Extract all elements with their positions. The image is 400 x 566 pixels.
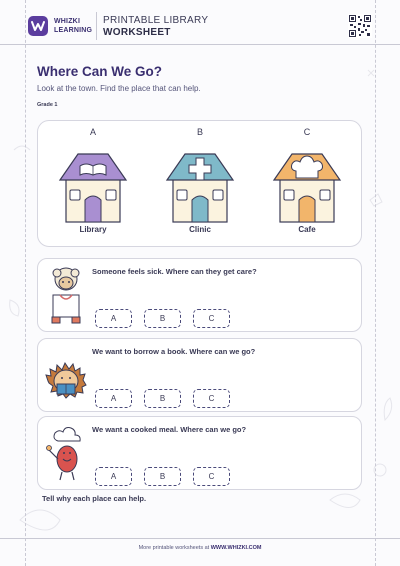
answer-options: [95, 389, 255, 409]
question-card-1: [37, 258, 362, 332]
option-c[interactable]: C: [193, 467, 230, 486]
question-text: We want a cooked meal. Where can we go?: [92, 425, 247, 434]
footer-prefix: More printable worksheets at: [138, 545, 211, 551]
qr-code-icon: [348, 14, 372, 38]
brand-top: WHIZKI: [54, 18, 81, 25]
header-line2: WORKSHEET: [103, 27, 171, 38]
town-panel: [37, 120, 362, 247]
instructions: Look at the town. Find the place that can help.: [37, 84, 201, 93]
clinic-building-icon: [165, 144, 235, 224]
option-b[interactable]: B: [144, 467, 181, 486]
chef-critter-icon: [44, 423, 88, 485]
place-name: Library: [79, 225, 107, 234]
footer-text: [0, 545, 400, 551]
place-letter: A: [89, 127, 96, 137]
option-c[interactable]: C: [193, 309, 230, 328]
question-card-3: [37, 416, 362, 490]
header-line1: PRINTABLE LIBRARY: [103, 15, 209, 26]
footer-site-link[interactable]: WWW.WHIZKI.COM: [210, 545, 262, 551]
sheep-doctor-icon: [44, 265, 88, 327]
brand-bottom: LEARNING: [54, 27, 93, 34]
brand-name: [54, 17, 92, 35]
option-c[interactable]: C: [193, 389, 230, 408]
header-separator: [96, 12, 97, 40]
place-letter: B: [196, 127, 203, 137]
question-text: Someone feels sick. Where can they get care?: [92, 267, 257, 276]
frame-right-line: [375, 0, 376, 566]
place-library: [48, 121, 138, 246]
option-a[interactable]: A: [95, 467, 132, 486]
whizki-logo-icon: [28, 16, 48, 36]
answer-options: [95, 309, 255, 329]
hedgehog-reader-icon: [44, 345, 88, 407]
grade-label: Grade 1: [37, 102, 58, 108]
answer-options: [95, 467, 255, 487]
option-b[interactable]: B: [144, 389, 181, 408]
question-card-2: [37, 338, 362, 412]
option-a[interactable]: A: [95, 309, 132, 328]
place-name: Cafe: [298, 225, 316, 234]
frame-left-line: [25, 0, 26, 566]
option-a[interactable]: A: [95, 389, 132, 408]
option-b[interactable]: B: [144, 309, 181, 328]
place-cafe: [262, 121, 352, 246]
writing-task: Tell why each place can help.: [42, 494, 147, 503]
frame-header-line: [0, 44, 400, 45]
place-name: Clinic: [189, 225, 211, 234]
cafe-building-icon: [272, 144, 342, 224]
place-clinic: [155, 121, 245, 246]
page-title: Where Can We Go?: [37, 64, 163, 79]
question-text: We want to borrow a book. Where can we go?: [92, 347, 256, 356]
library-building-icon: [58, 144, 128, 224]
place-letter: C: [303, 127, 311, 137]
frame-footer-line: [0, 538, 400, 539]
